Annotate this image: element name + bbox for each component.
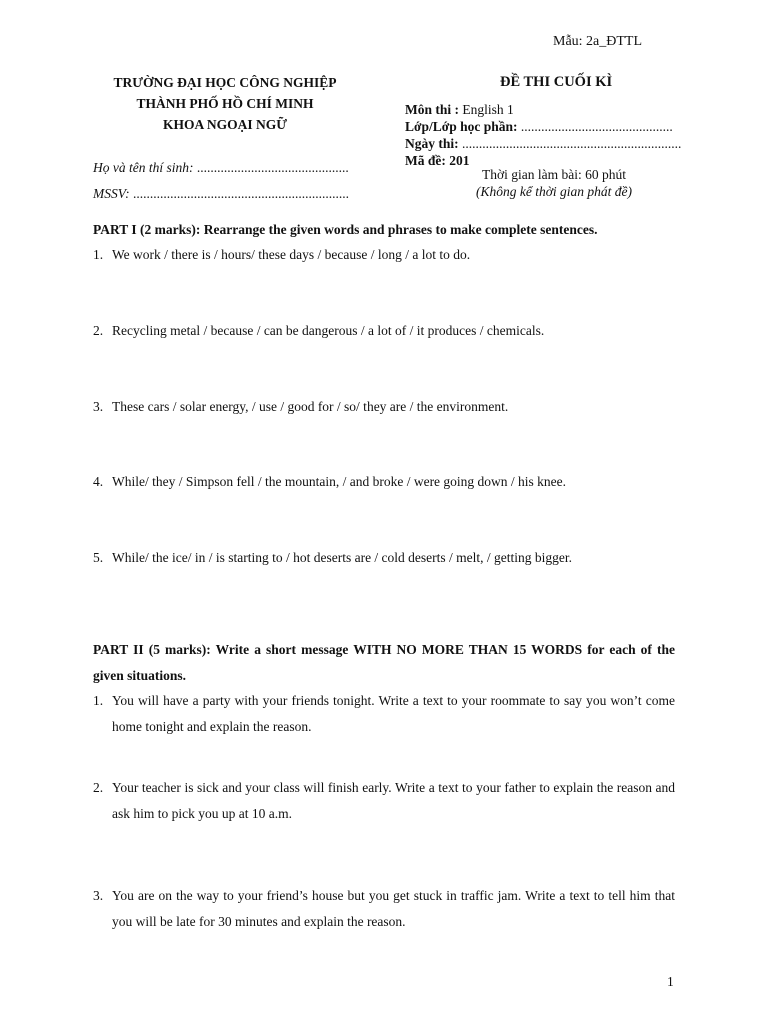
question-number: 1. bbox=[93, 247, 104, 262]
part2-question-1 bbox=[93, 688, 675, 739]
time-note: (Không kể thời gian phát đề) bbox=[475, 184, 633, 199]
question-text: You are on the way to your friend’s house but you get stuck in traffic jam. Write a text to tell him that you will be late for 30 minutes and explain the reason. bbox=[112, 888, 675, 929]
question-number: 5. bbox=[93, 550, 104, 565]
part1-heading: PART I (2 marks): Rearrange the given words and phrases to make complete sentences. bbox=[93, 222, 598, 237]
faculty-name: KHOA NGOẠI NGỮ bbox=[162, 117, 287, 132]
subject-row bbox=[405, 101, 681, 118]
question-number: 1. bbox=[93, 693, 104, 708]
form-code: Mẫu: 2a_ĐTTL bbox=[553, 34, 643, 49]
question-text: You will have a party with your friends tonight. Write a text to your roommate to say you won’t come home tonight and explain the reason. bbox=[112, 693, 675, 734]
class-value: ............................................. bbox=[520, 119, 673, 134]
question-number: 3. bbox=[93, 399, 104, 414]
school-name-block bbox=[80, 72, 370, 135]
question-text: Recycling metal / because / can be dangerous / a lot of / it produces / chemicals. bbox=[112, 323, 545, 338]
part1-question-3 bbox=[93, 399, 675, 415]
time-limit: Thời gian làm bài: 60 phút bbox=[482, 167, 626, 182]
part2-heading: PART II (5 marks): Write a short message WITH NO MORE THAN 15 WORDS for each of the given situations. bbox=[93, 642, 675, 683]
exam-title: ĐỀ THI CUỐI KÌ bbox=[500, 74, 613, 90]
exam-code: Mã đề: 201 bbox=[405, 153, 470, 168]
date-label: Ngày thi: bbox=[405, 136, 459, 151]
question-text: We work / there is / hours/ these days / because / long / a lot to do. bbox=[112, 247, 471, 262]
page-number: 1 bbox=[667, 974, 674, 989]
part2-question-2 bbox=[93, 775, 675, 826]
part1-question-2 bbox=[93, 323, 675, 339]
part1-question-1 bbox=[93, 247, 675, 263]
student-id-value: ................................................................ bbox=[133, 186, 349, 201]
student-name-value: ............................................. bbox=[196, 160, 349, 175]
part2-question-3 bbox=[93, 883, 675, 934]
question-text: These cars / solar energy, / use / good for / so/ they are / the environment. bbox=[112, 399, 509, 414]
subject-value: English 1 bbox=[462, 102, 514, 117]
part1-question-5 bbox=[93, 550, 675, 566]
question-number: 2. bbox=[93, 323, 104, 338]
question-text: Your teacher is sick and your class will finish early. Write a text to your father to explain the reason and ask him to pick you up at 10 a.m. bbox=[112, 780, 675, 821]
question-number: 2. bbox=[93, 780, 104, 795]
student-id-label: MSSV: bbox=[93, 186, 130, 201]
school-name-line-1: TRƯỜNG ĐẠI HỌC CÔNG NGHIỆP bbox=[113, 75, 337, 90]
exam-meta-block bbox=[405, 101, 681, 169]
question-number: 3. bbox=[93, 888, 104, 903]
date-value: ................................................................. bbox=[462, 136, 682, 151]
student-id-row bbox=[93, 181, 349, 207]
question-text: While/ the ice/ in / is starting to / hot deserts are / cold deserts / melt, / getting bigger. bbox=[112, 550, 573, 565]
time-block bbox=[405, 166, 703, 200]
class-label: Lớp/Lớp học phần: bbox=[405, 119, 518, 134]
subject-label: Môn thi : bbox=[405, 102, 459, 117]
student-name-label: Họ và tên thí sinh: bbox=[93, 160, 194, 175]
question-text: While/ they / Simpson fell / the mountain, / and broke / were going down / his knee. bbox=[112, 474, 567, 489]
candidate-info-block bbox=[93, 155, 349, 207]
question-number: 4. bbox=[93, 474, 104, 489]
class-row bbox=[405, 118, 681, 135]
student-name-row bbox=[93, 155, 349, 181]
school-name-line-2: THÀNH PHỐ HỒ CHÍ MINH bbox=[136, 96, 314, 111]
part1-question-4 bbox=[93, 474, 675, 490]
date-row bbox=[405, 135, 681, 152]
